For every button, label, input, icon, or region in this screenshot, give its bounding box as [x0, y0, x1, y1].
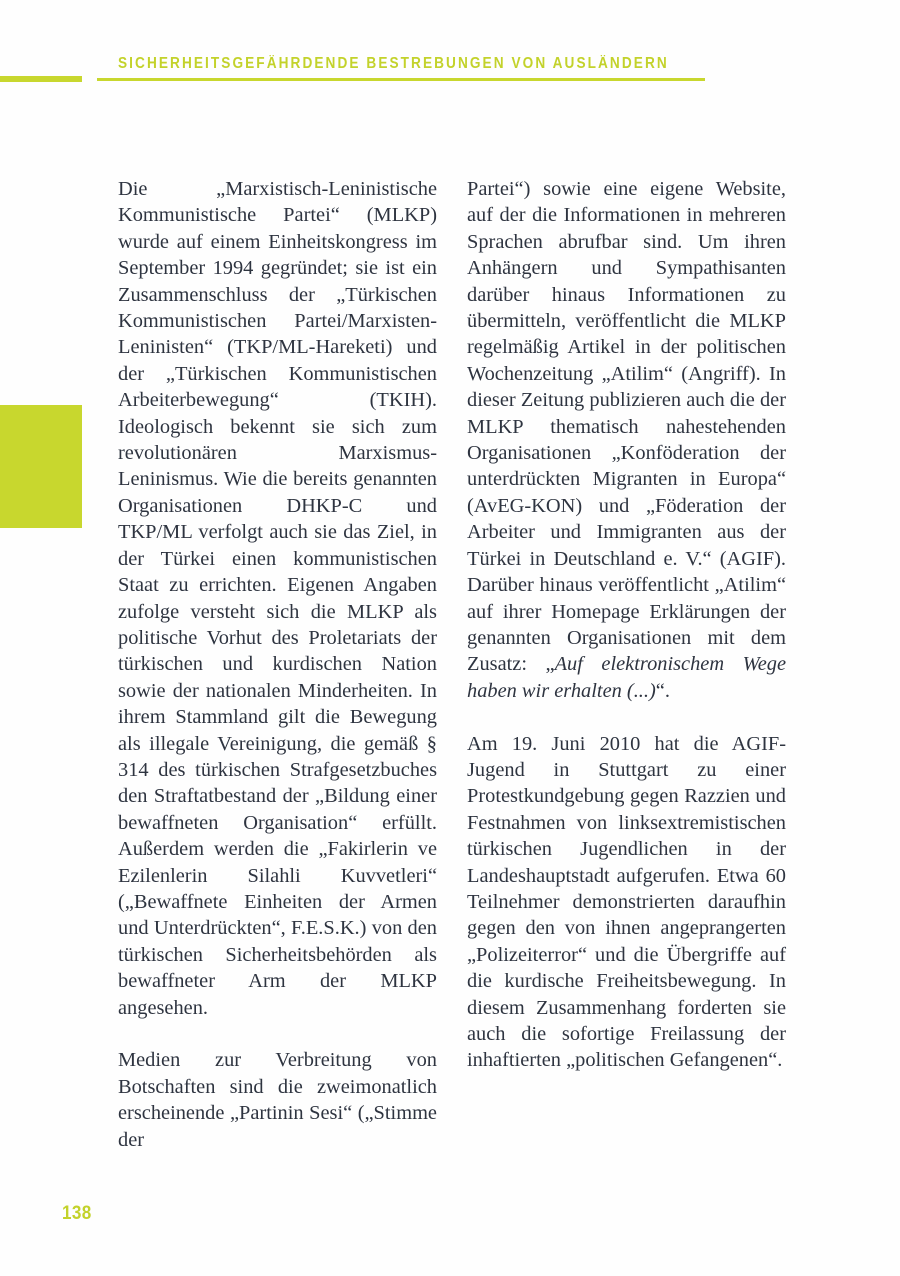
right-column-paragraph-1-tail: “.: [655, 679, 670, 702]
body-columns: [118, 176, 786, 1153]
running-header-title: SICHERHEITSGEFÄHRDENDE BESTREBUNGEN VON AUSLÄNDERN: [118, 55, 669, 72]
right-column-paragraph-1: [467, 176, 786, 704]
right-column-paragraph-1-text: Partei“) sowie eine eigene Website, auf der die Informationen in mehreren Sprachen abrufbar sind. Um ihren Anhängern und Sympathisanten darüber hinaus Informationen zu übermitteln, veröffentlicht die MLKP regelmäßig Artikel in der politischen Wochenzeitung „Atilim“ (Angriff). In dieser Zeitung publizieren auch die der MLKP thematisch nahestehenden Organisationen „Konföderation der unterdrückten Migranten in Europa“ (AvEG-KON) und „Föderation der Arbeiter und Immigranten aus der Türkei in Deutschland e. V.“ (AGIF). Darüber hinaus veröffentlicht „Atilim“ auf ihrer Homepage Erklärungen der genannten Organisationen mit dem Zusatz: „: [467, 178, 786, 676]
right-column: [467, 176, 786, 1153]
header-rule: [97, 78, 705, 81]
left-column-paragraph-2: Medien zur Verbreitung von Botschaften sind die zweimonatlich erscheinende „Partinin Sesi“ („Stimme der: [118, 1049, 437, 1151]
left-column: [118, 176, 437, 1153]
right-column-quoted-italic: Auf elektronischem Wege haben wir erhalten (...): [467, 653, 786, 702]
running-header: [0, 56, 900, 90]
header-accent-bar: [0, 76, 82, 82]
margin-accent-block: [0, 405, 82, 528]
page-number: 138: [62, 1203, 92, 1224]
right-column-paragraph-2: Am 19. Juni 2010 hat die AGIF-Jugend in Stuttgart zu einer Protestkundgebung gegen Razzien und Festnahmen von linksextremistischen türkischen Jugendlichen in der Landeshauptstadt aufgerufen. Etwa 60 Teilnehmer demonstrierten daraufhin gegen den von ihnen angeprangerten „Polizeiterror“ und die Übergriffe auf die kurdische Freiheitsbewegung. In diesem Zusammenhang forderten sie auch die sofortige Freilassung der inhaftierten „politischen Gefangenen“.: [467, 732, 786, 1072]
left-column-paragraph-1: Die „Marxistisch-Leninistische Kommunistische Partei“ (MLKP) wurde auf einem Einheitskongress im September 1994 gegründet; sie ist ein Zusammenschluss der „Türkischen Kommunistischen Partei/Marxisten-Leninisten“ (TKP/ML-Hareketi) und der „Türkischen Kommunistischen Arbeiterbewegung“ (TKIH). Ideologisch bekennt sie sich zum revolutionären Marxismus-Leninismus. Wie die bereits genannten Organisationen DHKP-C und TKP/ML verfolgt auch sie das Ziel, in der Türkei einen kommunistischen Staat zu errichten. Eigenen Angaben zufolge versteht sich die MLKP als politische Vorhut des Proletariats der türkischen und kurdischen Nation sowie der nationalen Minderheiten. In ihrem Stammland gilt die Bewegung als illegale Vereinigung, die gemäß § 314 des türkischen Strafgesetzbuches den Straftatbestand der „Bildung einer bewaffneten Organisation“ erfüllt. Außerdem werden die „Fakirlerin ve Ezilenlerin Silahli Kuvvetleri“ („Bewaffnete Einheiten der Armen und Unterdrückten“, F.E.S.K.) von den türkischen Sicherheitsbehörden als bewaffneter Arm der MLKP angesehen.: [118, 178, 437, 1019]
